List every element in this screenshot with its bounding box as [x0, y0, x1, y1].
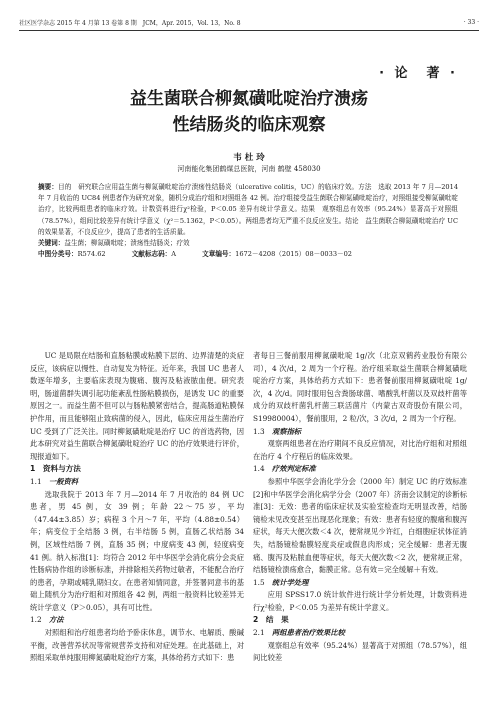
page-number: · 33 · — [463, 18, 479, 26]
clc-value: R574.62 — [77, 250, 106, 259]
abstract-label: 摘要： — [38, 183, 59, 191]
affiliation: 河南能化集团鹤煤总医院，河南 鹤壁 458030 — [177, 165, 321, 173]
clc-label: 中图分类号： — [38, 250, 78, 259]
keywords: 益生菌；柳氮磺吡啶；溃疡性结肠炎；疗效 — [64, 239, 190, 248]
article-label: 文章编号： — [202, 250, 236, 259]
keywords-line — [38, 238, 458, 249]
heading-number: 1.1 — [30, 476, 42, 486]
doc-value: A — [171, 250, 177, 259]
heading-text: 观察指标 — [271, 426, 302, 436]
heading-text: 统计学处理 — [271, 577, 309, 587]
observation-paragraph: 观察两组患者在治疗期间不良反应情况，对比治疗组和对照组在治疗 4 个疗程后的临床效果。 — [253, 439, 467, 461]
heading-criteria — [253, 463, 467, 476]
general-data-paragraph: 选取我院于 2013 年 7 月—2014 年 7 月收治的 84 例 UC 患者，男 45 例，女 39 例；年龄 22～75 岁，平均（47.44±3.85）岁；病程 3 个月～7 年，平均（4.88±0.54）年；病变位于全结肠 3 例，右半结肠 5 例，直肠乙状结肠 34 例，区域性结肠 7 例，直肠 35 例；中度病变 43 例，轻度病变 41 例。纳入标准[1]：均符合 2012 年中华医学会消化病分会炎症性肠病协作组的诊断标准，并排除相关药物过敏者，不能配合治疗的患者，孕期或哺乳期妇女。在患者知情同意，并签署同意书的基础上随机分为治疗组和对照组各 42 例，两组一般资料比较差异无统计学意义（P＞0.05），具有可比性。 — [30, 489, 244, 612]
statistics-paragraph: 应用 SPSS17.0 统计软件进行统计学分析处理，计数资料进行χ²检验，P＜0.05 为差异有统计学意义。 — [253, 590, 467, 612]
abstract-text: 目的 研究联合应用益生菌与柳氮磺吡啶治疗溃疡性结肠炎（ulcerative colitis，UC）的临床疗效。方法 选取 2013 年 7 月—2014 年 7 月收治的 UC84 例患者作为研究对象，随机分成治疗组和对照组各 42 例。治疗组接受益生菌联合柳氮磺吡啶治疗，对照组接受柳氮磺吡啶治疗，比较两组患者的临床疗效。计数资料进行χ²检验，P＜0.05 差异有统计学意义。结果 观察组总有效率（95.24%）显著高于对照组（78.57%），组间比较差异有统计学意义（χ²＝5.1362，P＜0.05）。两组患者均无严重不良反应发生。结论 益生菌联合柳氮磺吡啶治疗 UC 的效果显著，不良反应少，提高了患者的生活质量。 — [38, 183, 459, 236]
clc-group — [38, 250, 106, 258]
heading-statistics — [253, 577, 467, 590]
article-value: 1672－4208（2015）08－0033－02 — [235, 250, 352, 259]
classification-line — [38, 249, 458, 260]
doc-group — [132, 250, 176, 258]
title-line-2: 性结肠炎的临床观察 — [172, 115, 326, 135]
article-title — [0, 86, 498, 138]
article-group — [202, 250, 352, 258]
heading-methods — [30, 614, 244, 627]
efficacy-paragraph: 观察组总有效率（95.24%）显著高于对照组（78.57%），组间比较差 — [253, 640, 467, 663]
title-line-1: 益生菌联合柳氮磺吡啶治疗溃疡 — [130, 89, 368, 109]
running-header — [19, 14, 479, 31]
criteria-paragraph: 参照中华医学会消化学分会（2000 年）制定 UC 的疗效标准[2]和中华医学会消化病学分会（2007 年）济南会议制定的诊断标准[3]：无效：患者的临床症状及实验室检查均无明显改善，结肠镜检未见改变甚至出现恶化现象；有效：患者有轻度的腹痛和腹泻症状，每天大便次数＜4 次，便常规见少许红，白细胞症状体征消失，结肠镜检黏膜轻度炎症或假息肉形成；完全缓解：患者无腹痛、腹泻及粘脓血便等症状，每天大便次数＜2 次，便常规正常，结肠镜检溃疡愈合，黏膜正常。总有效＝完全缓解＋有效。 — [253, 476, 467, 575]
doc-label: 文献标志码： — [131, 250, 172, 259]
heading-text: 两组患者治疗效果比较 — [271, 628, 345, 638]
intro-paragraph: UC 是局限在结肠和直肠粘膜或粘膜下层的、边界清楚的炎症反应，该病症以慢性、自动复发为特征。近年来，我国 UC 患者人数逐年增多，主要临床表现为腹痛、腹泻及粘液脓血便。研究表明，肠道菌群失调引起功能紊乱性肠粘膜损伤，是诱发 UC 的重要原因之一。而益生菌不但可以与肠粘膜紧密结合，提高肠道粘膜保护作用，而且能够阻止致病菌的侵入，因此，临床应用益生菌治疗 UC 受到了广泛关注。同时柳氮磺吡啶是治疗 UC 的首选药物，因此本研究对益生菌联合柳氮磺吡啶治疗 UC 的治疗效果进行评价，现报道如下。 — [30, 351, 244, 461]
heading-observation — [253, 426, 467, 439]
methods-paragraph: 对照组和治疗组患者均给予卧床休息，调节水、电解质、酸碱平衡，改善营养状况等常规营养支持和对症处理。在此基础上，对照组采取单纯服用柳氮磺吡啶治疗方案，具体给药方式如下：患 — [30, 628, 244, 663]
heading-number: 1.2 — [30, 615, 42, 625]
heading-efficacy — [253, 627, 467, 640]
heading-text: 一般资料 — [48, 476, 79, 486]
journal-info: 社区医学杂志 2015 年 4 月第 13 卷第 8 期 JCM，Apr. 2015，Vol. 13，No. 8 — [19, 19, 241, 27]
abstract — [38, 182, 458, 261]
heading-text: 方法 — [48, 615, 64, 625]
section-label: · 论 著 · — [379, 66, 458, 81]
heading-results: 2 结 果 — [253, 615, 289, 625]
abstract-body — [38, 182, 458, 238]
keywords-label: 关键词： — [38, 239, 65, 248]
methods-continued-paragraph: 者每日三餐前服用柳氮磺吡啶 1g/次（北京双鹤药业股份有限公司），4 次/d，2 周为一个疗程。治疗组采取益生菌联合柳氮磺吡啶治疗方案，具体给药方式如下：患者餐前服用柳氮磺吡啶 1g/次，4 次/d。同时服用包含粪肠球菌、嗜酸乳杆菌以及双歧杆菌等成分的双歧杆菌乳杆菌三联活菌片（内蒙古双奇股份有限公司，S19980004），餐前服用，2 粒/次，3 次/d，2 周为一个疗程。 — [253, 351, 467, 423]
heading-materials-methods: 1 资料与方法 — [30, 464, 81, 474]
heading-number: 1.5 — [253, 577, 265, 587]
heading-number: 1.4 — [253, 464, 265, 474]
left-column — [30, 350, 244, 665]
heading-text: 疗效判定标准 — [271, 464, 316, 474]
heading-number: 1.3 — [253, 426, 265, 436]
right-column — [253, 350, 467, 665]
heading-general-data — [30, 476, 244, 489]
author: 韦 杜 玲 — [233, 153, 265, 163]
heading-number: 2.1 — [253, 628, 265, 638]
